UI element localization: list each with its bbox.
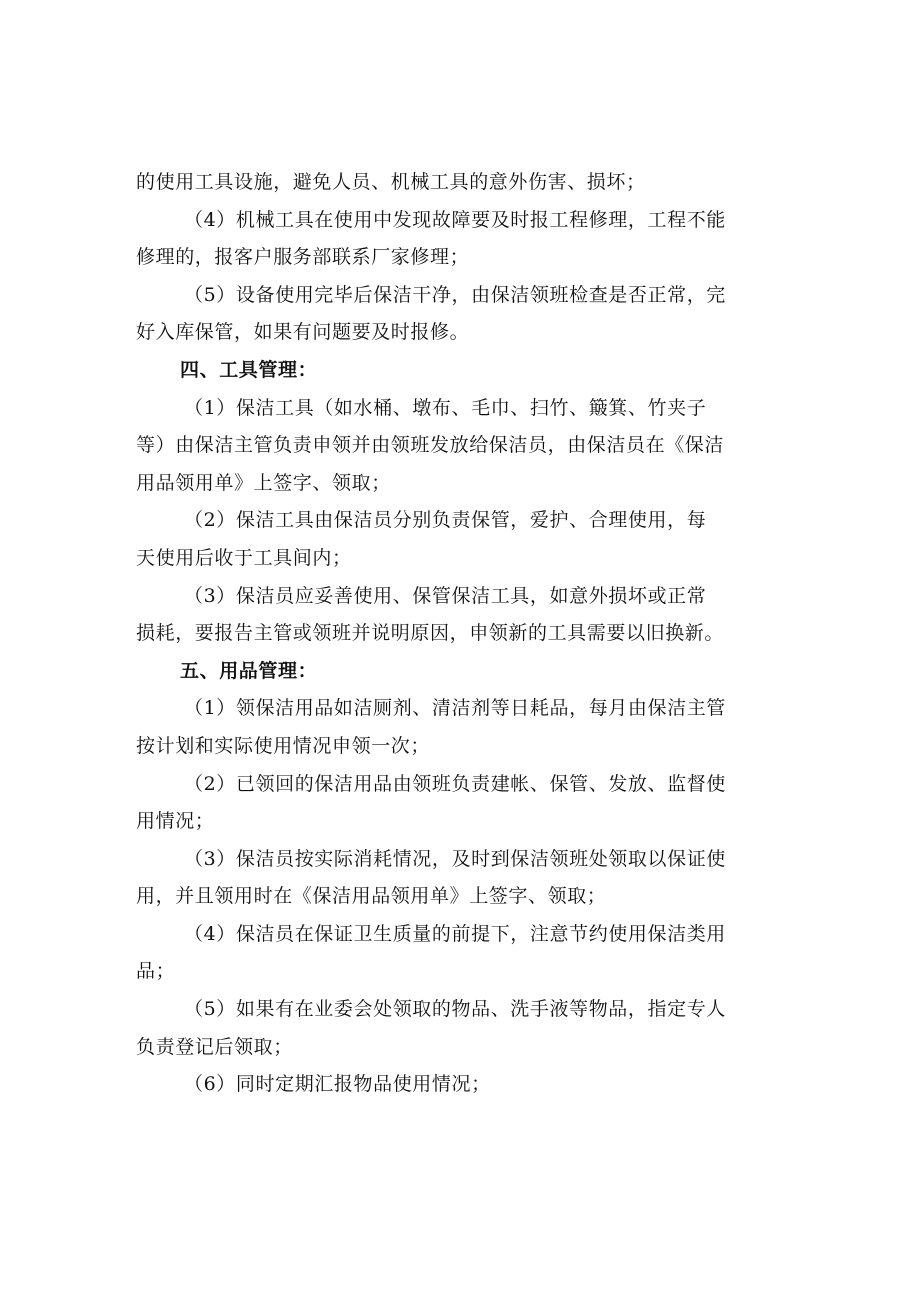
paragraph-supplies-5 [136,991,784,1066]
text-line: （2）保洁工具由保洁员分别负责保管，爱护、合理使用，每 [184,509,707,532]
paragraph-tools-3 [136,578,784,653]
text-line: 用品领用单》上签字、领取； [136,471,391,494]
text-line: 负责登记后领取； [136,1035,293,1058]
text-line: （4）机械工具在使用中发现故障要及时报工程修理，工程不能 [184,208,726,231]
text-line: （3）保洁员应妥善使用、保管保洁工具，如意外损坏或正常 [184,584,707,607]
section-heading-supplies-management [136,653,784,691]
text-line: 修理的，报客户服务部联系厂家修理； [136,246,470,269]
text-line: 损耗，要报告主管或领班并说明原因，申领新的工具需要以旧换新。 [136,622,725,645]
paragraph-supplies-1 [136,690,784,765]
paragraph-supplies-3 [136,841,784,916]
text-line: 按计划和实际使用情况申领一次； [136,734,431,757]
paragraph-item-5-equipment [136,277,784,352]
paragraph-tools-2 [136,502,784,577]
heading-text: 四、工具管理： [180,358,318,381]
text-line: 品； [136,960,176,983]
text-line: （1）领保洁用品如洁厕剂、清洁剂等日耗品，每月由保洁主管 [184,697,726,720]
paragraph-supplies-4 [136,916,784,991]
text-line: 用情况； [136,810,215,833]
text-line: 的使用工具设施，避免人员、机械工具的意外伤害、损坏； [136,171,646,193]
text-line: （5）如果有在业委会处领取的物品、洗手液等物品，指定专人 [184,998,726,1021]
text-line: 等）由保洁主管负责申领并由领班发放给保洁员，由保洁员在《保洁 [136,434,725,457]
text-line: 用，并且领用时在《保洁用品领用单》上签字、领取； [136,885,607,908]
paragraph-item-4-tools [136,202,784,277]
paragraph-supplies-6 [136,1066,784,1104]
paragraph-tools-1 [136,390,784,503]
paragraph-supplies-2 [136,766,784,841]
text-line: （1）保洁工具（如水桶、墩布、毛巾、扫竹、簸箕、竹夹子 [184,396,707,419]
text-line: 天使用后收于工具间内； [136,546,352,569]
text-line: （5）设备使用完毕后保洁干净，由保洁领班检查是否正常，完 [184,283,726,306]
section-heading-tool-management [136,352,784,390]
text-line: （4）保洁员在保证卫生质量的前提下，注意节约使用保洁类用 [184,922,726,945]
text-line: （6）同时定期汇报物品使用情况； [184,1073,491,1096]
text-line: 好入库保管，如果有问题要及时报修。 [136,321,470,344]
text-line: （3）保洁员按实际消耗情况，及时到保洁领班处领取以保证使 [184,847,726,870]
heading-text: 五、用品管理： [180,659,318,682]
text-line: （2）已领回的保洁用品由领班负责建帐、保管、发放、监督使 [184,772,726,795]
document-body [136,164,784,1104]
paragraph-continuation [136,164,784,202]
